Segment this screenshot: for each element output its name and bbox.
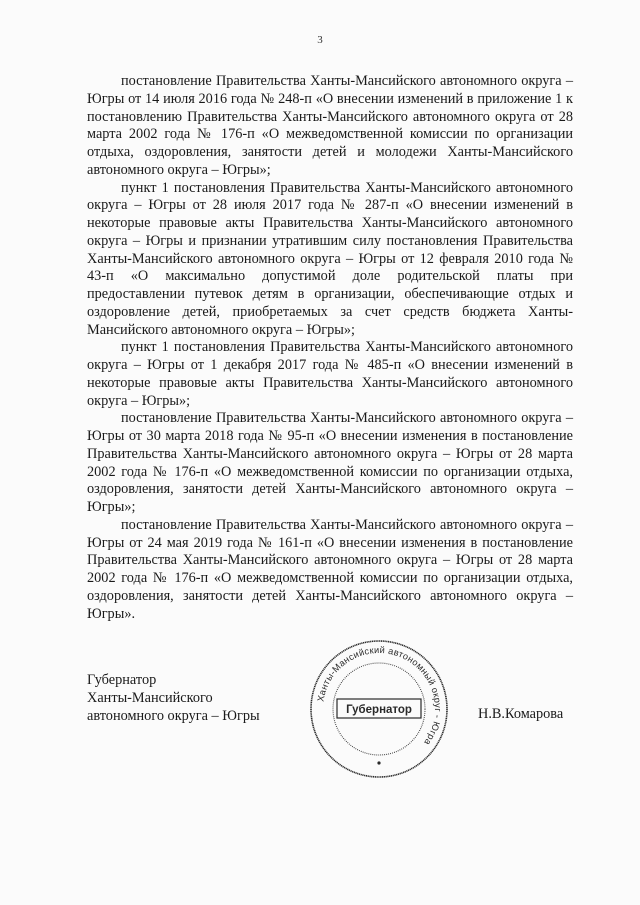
- paragraph: постановление Правительства Ханты-Мансийского автономного округа – Югры от 24 мая 2019 года № 161-п «О внесении изменения в постановление Правительства Ханты-Мансийского автономного округа – Югры от 28 марта 2002 года № 176-п «О межведомственной комиссии по организации отдыха, оздоровления, занятости детей Ханты-Мансийского автономного округа – Югры».: [87, 516, 573, 622]
- paragraph: постановление Правительства Ханты-Мансийского автономного округа – Югры от 30 марта 2018 года № 95-п «О внесении изменения в постановление Правительства Ханты-Мансийского автономного округа – Югры от 28 марта 2002 года № 176-п «О межведомственной комиссии по организации отдыха, оздоровления, занятости детей Ханты-Мансийского автономного округа – Югры»;: [87, 410, 573, 515]
- signatory-title: [87, 672, 260, 725]
- seal-dot: [377, 761, 380, 764]
- paragraph: постановление Правительства Ханты-Мансийского автономного округа – Югры от 14 июля 2016 года № 248-п «О внесении изменений в приложение 1 к постановлению Правительства Ханты-Мансийского автономного округа от 28 марта 2002 года № 176-п «О межведомственной комиссии по организации отдыха, оздоровления, занятости детей и молодежи Ханты-Мансийского автономного округа – Югры»;: [87, 73, 573, 178]
- official-seal: [307, 637, 451, 781]
- signatory-title-line: автономного округа – Югры: [87, 707, 260, 724]
- document-body: [87, 73, 573, 623]
- page-number: 3: [317, 34, 323, 46]
- signatory-title-line: Ханты-Мансийского: [87, 689, 213, 706]
- seal-ring-text: Ханты-Мансийский автономный округ - Югра: [315, 644, 444, 748]
- signatory-title-line: Губернатор: [87, 672, 157, 688]
- signer-name: Н.В.Комарова: [478, 706, 564, 722]
- paragraph: пункт 1 постановления Правительства Ханты-Мансийского автономного округа – Югры от 28 июля 2017 года № 287-п «О внесении изменений в некоторые правовые акты Правительства Ханты-Мансийского автономного округа – Югры и признании утратившим силу постановления Правительства Ханты-Мансийского автономного округа – Югры от 12 февраля 2010 года № 43-п «О максимально допустимой доле родительской платы при предоставлении путевок детям в организации, обеспечивающие отдых и оздоровление детей, приобретаемых за счет средств бюджета Ханты-Мансийского автономного округа – Югры»;: [87, 179, 573, 338]
- seal-center-text: Губернатор: [346, 704, 412, 716]
- paragraph: пункт 1 постановления Правительства Ханты-Мансийского автономного округа – Югры от 1 декабря 2017 года № 485-п «О внесении изменений в некоторые правовые акты Правительства Ханты-Мансийского автономного округа – Югры»;: [87, 339, 573, 409]
